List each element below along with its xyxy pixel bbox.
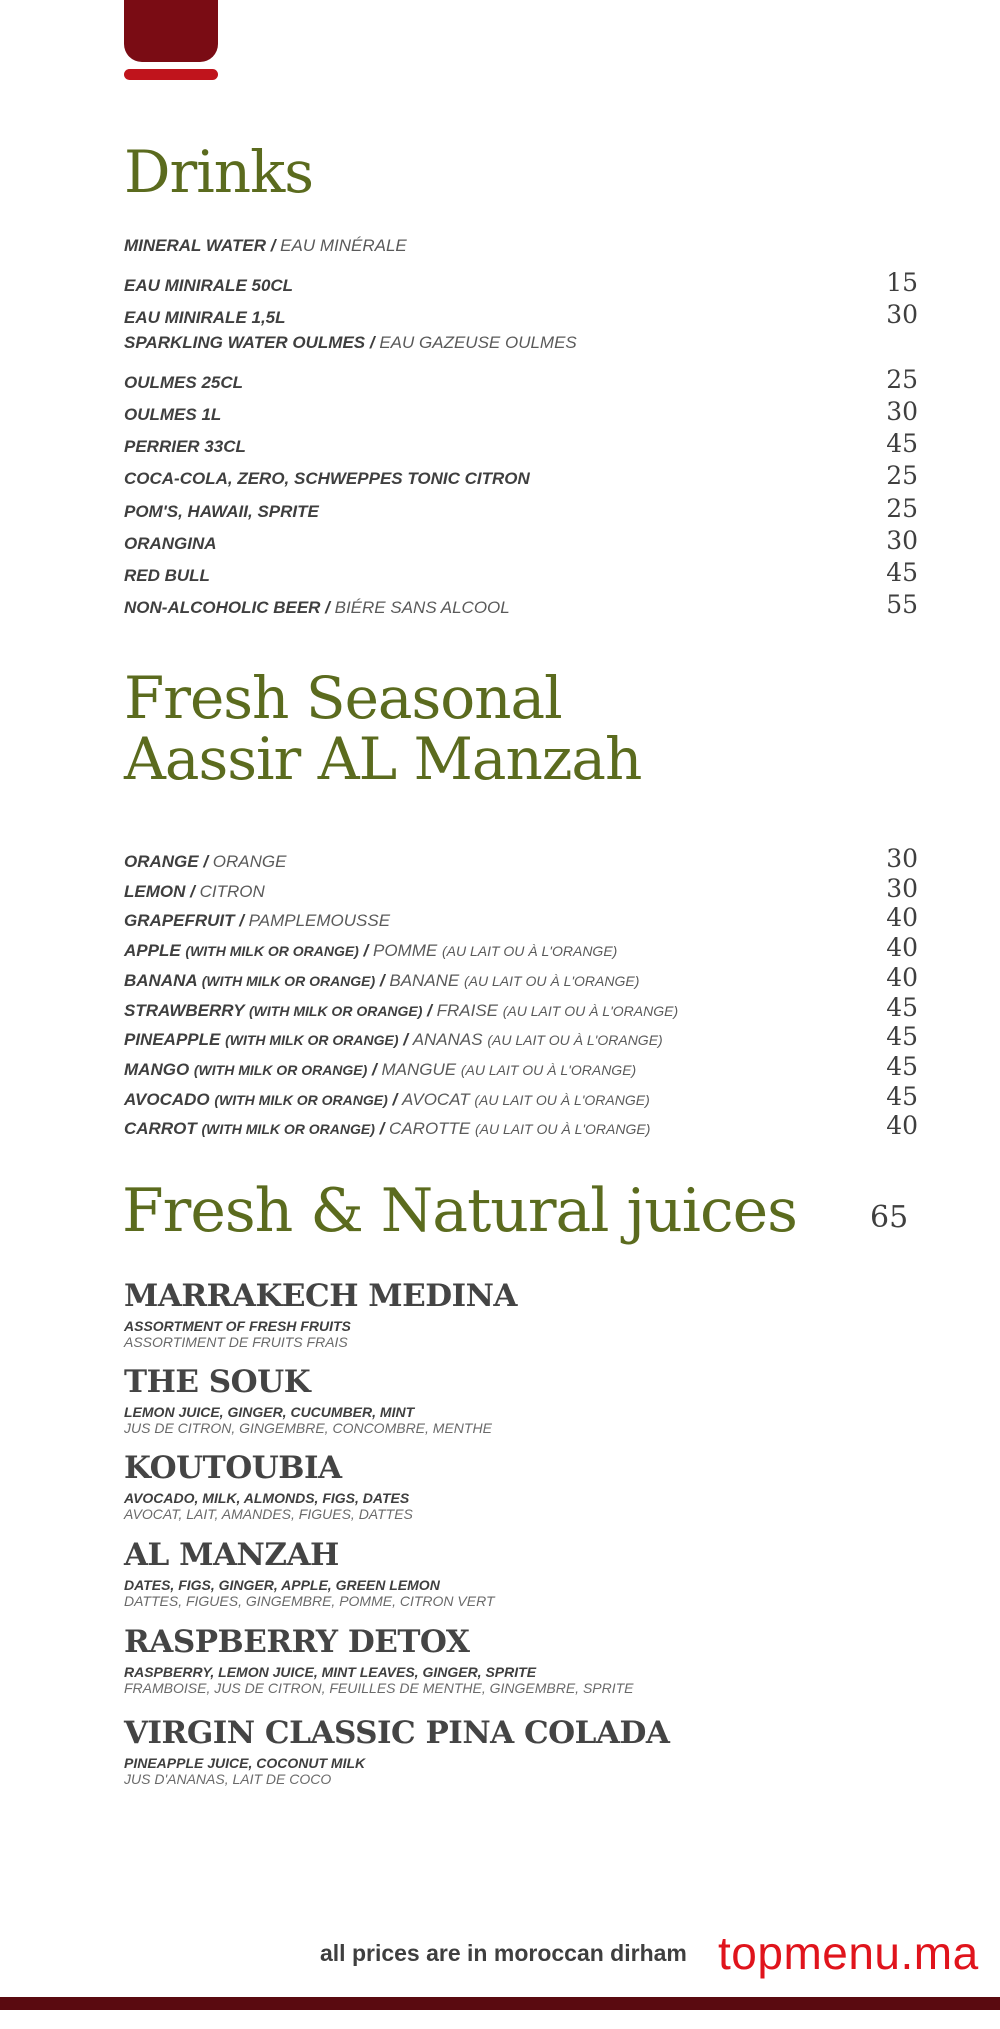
item-price: 40 xyxy=(886,962,918,992)
menu-row xyxy=(124,558,918,587)
item-separator: / xyxy=(398,1030,413,1050)
juice-ingredients-en: RASPBERRY, LEMON JUICE, MINT LEAVES, GINGER, SPRITE xyxy=(124,1663,537,1680)
item-label xyxy=(124,852,286,872)
item-name-en: CARROT xyxy=(124,1119,202,1139)
menu-row xyxy=(124,494,918,523)
menu-row xyxy=(124,333,918,353)
item-name-fr: BANANE xyxy=(389,970,464,990)
juice-ingredients-fr: FRAMBOISE, JUS DE CITRON, FEUILLES DE MENTHE, GINGEMBRE, SPRITE xyxy=(124,1679,634,1696)
menu-row xyxy=(124,1111,918,1140)
item-price: 25 xyxy=(886,364,918,394)
item-name-fr: CAROTTE xyxy=(389,1119,475,1139)
item-name-fr: MANGUE xyxy=(381,1059,461,1079)
item-name-en: POM'S, HAWAII, SPRITE xyxy=(124,501,319,521)
fresh-natural-title: Fresh & Natural juices xyxy=(122,1176,797,1246)
item-separator: / xyxy=(365,332,380,352)
item-label xyxy=(124,941,617,961)
item-name-fr: POMME xyxy=(373,941,442,961)
menu-row xyxy=(124,993,918,1022)
glass-logo-icon xyxy=(124,0,218,62)
item-label xyxy=(124,437,246,457)
item-note-en: (WITH MILK OR ORANGE) xyxy=(185,943,359,960)
item-note-fr: (AU LAIT OU À L'ORANGE) xyxy=(475,1121,651,1138)
item-name-fr: BIÉRE SANS ALCOOL xyxy=(334,598,510,618)
item-label xyxy=(124,911,390,931)
item-name-en: LEMON xyxy=(124,881,186,901)
item-label xyxy=(124,469,530,489)
juice-item xyxy=(124,1626,884,1696)
item-note-fr: (AU LAIT OU À L'ORANGE) xyxy=(502,1002,679,1019)
footer-note: all prices are in moroccan dirham xyxy=(320,1940,687,1966)
item-name-en: COCA-COLA, ZERO, SCHWEPPES TONIC CITRON xyxy=(124,469,530,489)
item-note-en: (WITH MILK OR ORANGE) xyxy=(225,1032,399,1049)
item-name-en: AVOCADO xyxy=(124,1089,215,1109)
item-name-en: EAU MINIRALE xyxy=(124,308,252,328)
item-note-fr: (AU LAIT OU À L'ORANGE) xyxy=(487,1032,663,1049)
item-label xyxy=(124,373,243,393)
juice-item xyxy=(124,1366,884,1436)
item-name-en: ORANGINA xyxy=(124,533,217,553)
juice-ingredients-fr: DATTES, FIGUES, GINGEMBRE, POMME, CITRON VERT xyxy=(124,1592,495,1609)
item-note-en: (WITH MILK OR ORANGE) xyxy=(249,1002,423,1019)
fresh-seasonal-title-line2: Aassir AL Manzah xyxy=(124,724,642,793)
juice-name: THE SOUK xyxy=(124,1364,311,1400)
item-price: 45 xyxy=(886,429,918,459)
menu-row xyxy=(124,397,918,426)
item-separator: / xyxy=(374,1119,390,1139)
bottom-divider xyxy=(0,1997,1000,2010)
item-name-en: EAU MINIRALE xyxy=(124,276,252,296)
item-name-fr: AVOCAT xyxy=(401,1089,475,1109)
item-price: 45 xyxy=(886,1051,918,1081)
fresh-natural-price: 65 xyxy=(870,1200,909,1235)
item-separator: / xyxy=(358,941,373,961)
juice-ingredients-fr: JUS D'ANANAS, LAIT DE COCO xyxy=(124,1770,332,1787)
item-size: 1,5L xyxy=(251,308,286,328)
menu-row xyxy=(124,933,918,962)
item-separator: / xyxy=(367,1059,382,1079)
item-price: 45 xyxy=(886,992,918,1022)
item-label xyxy=(124,1030,663,1050)
item-price: 40 xyxy=(886,1111,918,1141)
item-price: 30 xyxy=(886,873,918,903)
juice-name: AL MANZAH xyxy=(124,1537,339,1573)
menu-row xyxy=(124,300,918,329)
item-note-fr: (AU LAIT OU À L'ORANGE) xyxy=(474,1091,650,1108)
menu-row xyxy=(124,1052,918,1081)
item-separator: / xyxy=(320,598,335,618)
menu-row xyxy=(124,590,918,619)
item-name-en: MANGO xyxy=(124,1059,194,1079)
item-label xyxy=(124,882,265,902)
item-name-en: APPLE xyxy=(124,941,186,961)
item-price: 40 xyxy=(886,933,918,963)
menu-row xyxy=(124,461,918,490)
item-label xyxy=(124,1090,650,1110)
item-separator: / xyxy=(198,852,213,871)
item-note-en: (WITH MILK OR ORANGE) xyxy=(201,972,376,989)
juice-name: KOUTOUBIA xyxy=(124,1450,342,1486)
watermark: topmenu.ma xyxy=(718,1927,979,1979)
item-separator: / xyxy=(375,970,390,990)
item-label xyxy=(124,1001,678,1021)
item-label xyxy=(124,1119,650,1139)
juice-name: VIRGIN CLASSIC PINA COLADA xyxy=(124,1715,670,1751)
item-name-en: SPARKLING WATER OULMES xyxy=(124,332,366,352)
item-price: 15 xyxy=(886,268,918,298)
item-label xyxy=(124,566,210,586)
item-name-en: ORANGE xyxy=(124,852,199,871)
item-name-en: OULMES 1L xyxy=(124,405,222,424)
menu-row xyxy=(124,1082,918,1111)
item-label xyxy=(124,405,221,425)
item-note-en: (WITH MILK OR ORANGE) xyxy=(193,1061,368,1078)
item-name-fr: ORANGE xyxy=(212,852,287,871)
item-name-fr: EAU MINÉRALE xyxy=(280,236,407,255)
menu-row xyxy=(124,429,918,458)
item-label xyxy=(124,534,217,554)
item-price: 45 xyxy=(886,558,918,587)
menu-row xyxy=(124,526,918,555)
item-label xyxy=(124,1060,636,1080)
item-name-en: OULMES 25CL xyxy=(124,372,244,392)
item-price: 40 xyxy=(886,903,918,933)
item-price: 25 xyxy=(886,493,918,523)
juice-ingredients-fr: ASSORTIMENT DE FRUITS FRAIS xyxy=(124,1333,348,1350)
item-price: 30 xyxy=(886,397,918,426)
item-note-fr: (AU LAIT OU À L'ORANGE) xyxy=(464,972,640,989)
item-label xyxy=(124,598,510,618)
menu-row xyxy=(124,844,918,873)
item-note-fr: (AU LAIT OU À L'ORANGE) xyxy=(460,1061,637,1078)
item-note-en: (WITH MILK OR ORANGE) xyxy=(201,1121,375,1138)
item-name-fr: ANANAS xyxy=(412,1030,488,1050)
juice-ingredients-fr: AVOCAT, LAIT, AMANDES, FIGUES, DATTES xyxy=(124,1505,413,1522)
drinks-title: Drinks xyxy=(124,138,314,206)
item-name-en: PERRIER 33CL xyxy=(124,437,246,457)
juice-ingredients-en: PINEAPPLE JUICE, COCONUT MILK xyxy=(124,1754,366,1771)
item-name-en: PINEAPPLE xyxy=(124,1030,226,1050)
juice-ingredients-en: ASSORTMENT OF FRESH FRUITS xyxy=(124,1317,351,1334)
item-name-fr: PAMPLEMOUSSE xyxy=(248,911,391,931)
juice-name: RASPBERRY DETOX xyxy=(124,1624,470,1660)
item-name-fr: EAU GAZEUSE OULMES xyxy=(379,332,577,352)
item-label xyxy=(124,333,577,353)
juice-ingredients-en: DATES, FIGS, GINGER, APPLE, GREEN LEMON xyxy=(124,1576,440,1593)
juice-ingredients-en: LEMON JUICE, GINGER, CUCUMBER, MINT xyxy=(124,1403,415,1420)
juice-item xyxy=(124,1717,884,1787)
item-note-fr: (AU LAIT OU À L'ORANGE) xyxy=(441,943,618,960)
menu-row xyxy=(124,874,918,903)
juice-ingredients-fr: JUS DE CITRON, GINGEMBRE, CONCOMBRE, MENTHE xyxy=(124,1419,492,1436)
item-name-fr: FRAISE xyxy=(436,1000,503,1020)
item-name-en: GRAPEFRUIT xyxy=(124,911,235,931)
item-label xyxy=(124,236,407,256)
fresh-seasonal-title-line1: Fresh Seasonal xyxy=(124,664,562,732)
menu-row xyxy=(124,903,918,932)
item-label xyxy=(124,308,286,328)
item-price: 30 xyxy=(886,844,918,873)
item-price: 45 xyxy=(886,1081,918,1111)
item-label xyxy=(124,276,293,296)
juice-item xyxy=(124,1280,884,1350)
item-name-en: BANANA xyxy=(124,970,202,990)
item-price: 55 xyxy=(886,590,918,620)
juice-name: MARRAKECH MEDINA xyxy=(124,1278,517,1314)
item-name-en: STRAWBERRY xyxy=(124,1000,250,1020)
item-label xyxy=(124,971,639,991)
fresh-seasonal-title xyxy=(124,664,642,793)
menu-row xyxy=(124,963,918,992)
item-price: 25 xyxy=(886,461,918,491)
item-price: 30 xyxy=(886,525,918,555)
juice-item xyxy=(124,1452,884,1522)
menu-row xyxy=(124,236,918,256)
logo-underline xyxy=(124,69,218,80)
item-note-en: (WITH MILK OR ORANGE) xyxy=(214,1091,388,1108)
item-separator: / xyxy=(387,1089,402,1109)
item-price: 30 xyxy=(886,300,918,330)
item-label xyxy=(124,502,319,522)
item-name-fr: CITRON xyxy=(199,881,265,901)
menu-row xyxy=(124,268,918,297)
item-separator: / xyxy=(422,1000,437,1020)
menu-row xyxy=(124,1022,918,1051)
item-separator: / xyxy=(185,881,200,901)
menu-row xyxy=(124,365,918,394)
item-name-en: NON-ALCOHOLIC BEER xyxy=(124,598,321,618)
item-size: 50CL xyxy=(251,276,294,296)
item-name-en: MINERAL WATER xyxy=(124,236,266,255)
item-separator: / xyxy=(234,911,249,931)
juice-ingredients-en: AVOCADO, MILK, ALMONDS, FIGS, DATES xyxy=(124,1489,410,1506)
item-name-en: RED BULL xyxy=(124,566,210,585)
juice-item xyxy=(124,1539,884,1609)
item-separator: / xyxy=(265,236,281,255)
item-price: 45 xyxy=(886,1022,918,1052)
